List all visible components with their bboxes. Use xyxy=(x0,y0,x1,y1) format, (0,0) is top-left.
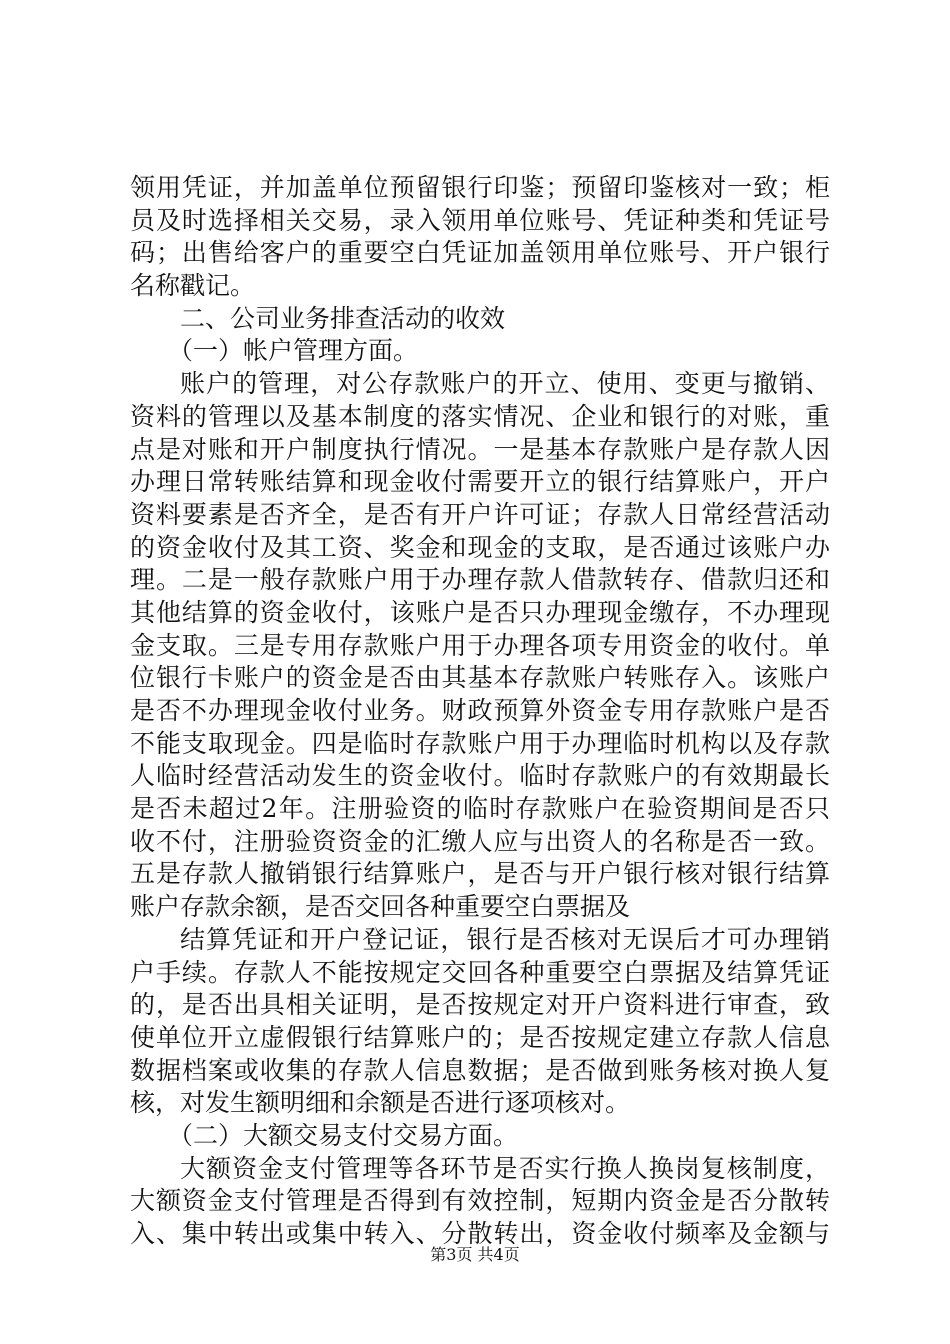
text-line: 收不付，注册验资资金的汇缴人应与出资人的名称是否一致。 xyxy=(130,826,830,856)
text-line: 是否未超过2年。注册验资的临时存款账户在验资期间是否只 xyxy=(130,794,830,824)
text-line: 名称戳记。 xyxy=(130,271,256,301)
text-line: 资料要素是否齐全，是否有开户许可证；存款人日常经营活动 xyxy=(130,499,830,529)
text-line: 使单位开立虚假银行结算账户的；是否按规定建立存款人信息 xyxy=(130,1022,830,1052)
text-line: 领用凭证，并加盖单位预留银行印鉴；预留印鉴核对一致；柜 xyxy=(130,173,830,202)
text-line: 码；出售给客户的重要空白凭证加盖领用单位账号、开户银行 xyxy=(130,238,830,268)
text-line: 理。二是一般存款账户用于办理存款人借款转存、借款归还和 xyxy=(130,565,830,595)
page-number: 第3页 共4页 xyxy=(430,1245,520,1264)
document-body xyxy=(130,172,830,1251)
text-line: 核，对发生额明细和余额是否进行逐项核对。 xyxy=(130,1088,631,1118)
text-line: 点是对账和开户制度执行情况。一是基本存款账户是存款人因 xyxy=(130,434,830,464)
text-line: 是否不办理现金收付业务。财政预算外资金专用存款账户是否 xyxy=(130,696,830,725)
text-line: 办理日常转账结算和现金收付需要开立的银行结算账户，开户 xyxy=(130,467,830,497)
text-line: 结算凭证和开户登记证，银行是否核对无误后才可办理销 xyxy=(180,924,830,954)
text-line: 的资金收付及其工资、奖金和现金的支取，是否通过该账户办 xyxy=(130,532,830,562)
text-line: 大额资金支付管理等各环节是否实行换人换岗复核制度， xyxy=(180,1153,830,1183)
text-line: （一）帐户管理方面。 xyxy=(168,336,419,366)
text-line: 的，是否出具相关证明，是否按规定对开户资料进行审查，致 xyxy=(130,990,830,1020)
text-line: 五是存款人撤销银行结算账户，是否与开户银行核对银行结算 xyxy=(130,859,830,889)
text-line: 金支取。三是专用存款账户用于办理各项专用资金的收付。单 xyxy=(130,630,830,660)
text-line: 其他结算的资金收付，该账户是否只办理现金缴存，不办理现 xyxy=(130,597,830,627)
text-line: 二、公司业务排查活动的收效 xyxy=(180,303,506,333)
text-line: 人临时经营活动发生的资金收付。临时存款账户的有效期最长 xyxy=(130,761,830,791)
text-line: 数据档案或收集的存款人信息数据；是否做到账务核对换人复 xyxy=(130,1055,830,1085)
text-line: 大额资金支付管理是否得到有效控制，短期内资金是否分散转 xyxy=(130,1186,830,1216)
text-line: 资料的管理以及基本制度的落实情况、企业和银行的对账，重 xyxy=(130,401,830,431)
text-line: 员及时选择相关交易，录入领用单位账号、凭证种类和凭证号 xyxy=(130,205,830,235)
text-line: 不能支取现金。四是临时存款账户用于办理临时机构以及存款 xyxy=(130,728,830,758)
text-line: （二）大额交易支付交易方面。 xyxy=(168,1120,519,1150)
text-line: 账户存款余额，是否交回各种重要空白票据及 xyxy=(130,892,631,922)
text-line: 户手续。存款人不能按规定交回各种重要空白票据及结算凭证 xyxy=(130,957,830,987)
text-line: 账户的管理，对公存款账户的开立、使用、变更与撤销、 xyxy=(180,369,830,399)
text-line: 位银行卡账户的资金是否由其基本存款账户转账存入。该账户 xyxy=(130,663,830,693)
text-line: 入、集中转出或集中转入、分散转出，资金收付频率及金额与 xyxy=(130,1219,830,1248)
